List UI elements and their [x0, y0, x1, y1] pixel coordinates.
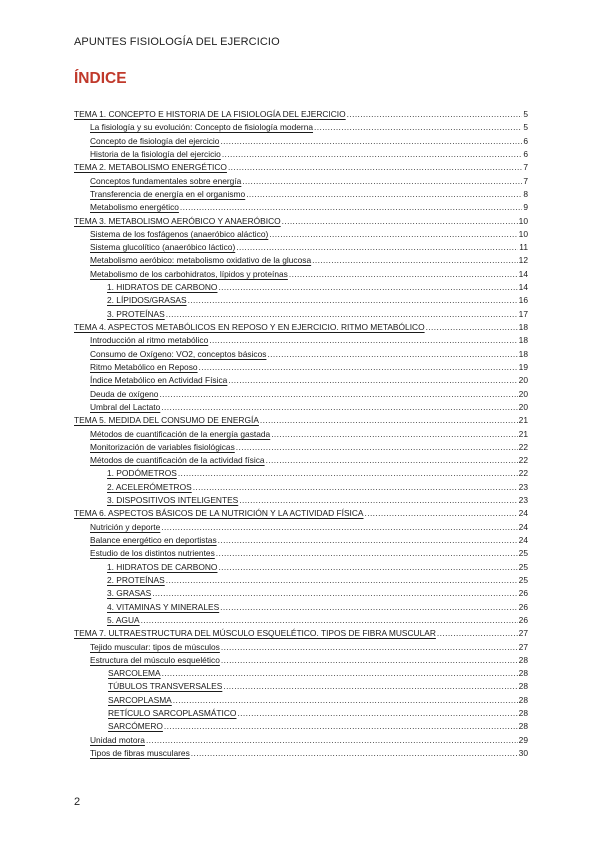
- toc-entry-page: 27: [518, 628, 528, 639]
- toc-entry[interactable]: [74, 121, 528, 134]
- toc-entry-page: 20: [518, 401, 528, 412]
- toc-entry-title[interactable]: TÚBULOS TRANSVERSALES: [108, 681, 223, 692]
- toc-entry-page: 26: [518, 588, 528, 599]
- toc-entry[interactable]: [74, 374, 528, 387]
- toc-leader-dots: [162, 667, 518, 680]
- toc-entry-title[interactable]: TEMA 6. ASPECTOS BÁSICOS DE LA NUTRICIÓN Y LA ACTIVIDAD FÍSICA: [74, 508, 364, 519]
- toc-entry-title[interactable]: Unidad motora: [90, 734, 145, 745]
- toc-entry-page: 5: [523, 109, 528, 119]
- toc-leader-dots: [152, 587, 517, 600]
- toc-leader-dots: [222, 148, 523, 161]
- toc-entry-title[interactable]: Índice Metabólico en Actividad Física: [90, 375, 228, 386]
- toc-entry-page: 18: [518, 348, 528, 359]
- toc-entry[interactable]: [74, 108, 528, 121]
- toc-entry[interactable]: [74, 428, 528, 441]
- toc-entry-page: 8: [523, 188, 528, 199]
- toc-leader-dots: [289, 268, 518, 281]
- toc-entry-title[interactable]: TEMA 5. MEDIDA DEL CONSUMO DE ENERGÍA: [74, 415, 259, 426]
- toc-entry[interactable]: [74, 494, 528, 507]
- toc-leader-dots: [267, 348, 517, 361]
- toc-leader-dots: [246, 188, 522, 201]
- toc-entry-title[interactable]: Concepto de fisiología del ejercicio: [90, 135, 220, 146]
- toc-leader-dots: [236, 241, 518, 254]
- toc-entry[interactable]: [74, 281, 528, 294]
- toc-entry[interactable]: [74, 547, 528, 560]
- toc-entry-title[interactable]: Metabolismo de los carbohidratos, lípidos y proteínas: [90, 268, 288, 279]
- toc-leader-dots: [166, 308, 518, 321]
- toc-entry-title[interactable]: SARCOPLASMA: [108, 694, 172, 705]
- toc-leader-dots: [166, 574, 518, 587]
- toc-entry-page: 28: [518, 694, 528, 705]
- toc-entry-page: 25: [518, 548, 528, 559]
- toc-leader-dots: [218, 561, 517, 574]
- toc-leader-dots: [199, 361, 518, 374]
- toc-entry-page: 28: [518, 654, 528, 665]
- toc-entry[interactable]: [74, 414, 528, 427]
- toc-entry-page: 14: [518, 268, 528, 279]
- toc-entry[interactable]: [74, 720, 528, 733]
- toc-leader-dots: [236, 441, 518, 454]
- toc-leader-dots: [426, 321, 518, 334]
- toc-entry[interactable]: [74, 241, 528, 254]
- toc-leader-dots: [312, 254, 518, 267]
- toc-leader-dots: [221, 641, 518, 654]
- toc-leader-dots: [146, 734, 518, 747]
- toc-entry-page: 28: [518, 708, 528, 719]
- toc-entry[interactable]: [74, 254, 528, 267]
- toc-entry-page: 21: [518, 428, 528, 439]
- toc-leader-dots: [164, 720, 518, 733]
- toc-entry-title[interactable]: 4. VITAMINAS Y MINERALES: [107, 601, 220, 612]
- toc-entry-page: 22: [518, 468, 528, 479]
- toc-leader-dots: [159, 388, 517, 401]
- toc-entry[interactable]: [74, 388, 528, 401]
- toc-entry-title[interactable]: Estudio de los distintos nutrientes: [90, 548, 215, 559]
- toc-entry-page: 30: [518, 748, 528, 758]
- toc-entry-title[interactable]: 1. HIDRATOS DE CARBONO: [107, 282, 218, 293]
- toc-leader-dots: [161, 401, 517, 414]
- toc-entry-page: 28: [518, 681, 528, 692]
- toc-entry-title[interactable]: 2. LÍPIDOS/GRASAS: [107, 295, 187, 306]
- toc-leader-dots: [220, 601, 518, 614]
- toc-leader-dots: [220, 135, 522, 148]
- toc-leader-dots: [228, 161, 522, 174]
- toc-entry-title[interactable]: 3. DISPOSITIVOS INTELIGENTES: [107, 495, 239, 506]
- toc-entry-title[interactable]: TEMA 1. CONCEPTO E HISTORIA DE LA FISIOLOGÍA DEL EJERCICIO: [74, 109, 346, 119]
- toc-entry[interactable]: [74, 201, 528, 214]
- toc-entry[interactable]: [74, 534, 528, 547]
- toc-entry-title[interactable]: Estructura del músculo esquelético: [90, 654, 220, 665]
- toc-entry[interactable]: [74, 148, 528, 161]
- toc-entry[interactable]: [74, 680, 528, 693]
- toc-entry-page: 6: [523, 135, 528, 146]
- toc-entry[interactable]: [74, 587, 528, 600]
- toc-entry-title[interactable]: SARCÓMERO: [108, 721, 163, 732]
- toc-entry-page: 10: [518, 215, 528, 226]
- toc-entry-title[interactable]: TEMA 4. ASPECTOS METABÓLICOS EN REPOSO Y EN EJERCICIO. RITMO METABÓLICO: [74, 322, 425, 332]
- toc-leader-dots: [223, 680, 517, 693]
- toc-entry-title[interactable]: RETÍCULO SARCOPLASMÁTICO: [108, 708, 237, 719]
- toc-entry[interactable]: [74, 707, 528, 720]
- toc-entry-title[interactable]: Sistema glucolítico (anaeróbico láctico): [90, 242, 236, 253]
- toc-entry[interactable]: [74, 454, 528, 467]
- toc-entry-page: 6: [523, 148, 528, 159]
- toc-leader-dots: [347, 108, 523, 121]
- toc-entry-page: 19: [518, 361, 528, 372]
- toc-entry-title[interactable]: SARCOLEMA: [108, 668, 161, 679]
- toc-entry-title[interactable]: 5. AGUA: [107, 614, 140, 625]
- toc-entry-page: 28: [518, 721, 528, 732]
- toc-entry-page: 24: [518, 535, 528, 545]
- toc-entry-title[interactable]: Balance energético en deportistas: [90, 535, 217, 545]
- toc-entry-page: 24: [518, 521, 528, 532]
- toc-leader-dots: [141, 614, 518, 627]
- toc-entry-title[interactable]: Deuda de oxígeno: [90, 388, 159, 399]
- toc-leader-dots: [218, 281, 517, 294]
- toc-entry-page: 12: [518, 255, 528, 266]
- toc-entry-page: 25: [518, 561, 528, 572]
- toc-entry[interactable]: [74, 215, 528, 228]
- toc-entry[interactable]: [74, 441, 528, 454]
- toc-entry[interactable]: [74, 694, 528, 707]
- toc-leader-dots: [266, 454, 518, 467]
- toc-entry[interactable]: [74, 175, 528, 188]
- toc-entry[interactable]: [74, 401, 528, 414]
- toc-entry[interactable]: [74, 574, 528, 587]
- toc-entry[interactable]: [74, 467, 528, 480]
- toc-entry[interactable]: [74, 654, 528, 667]
- toc-entry-title[interactable]: 2. ACELERÓMETROS: [107, 481, 192, 492]
- toc-leader-dots: [173, 694, 518, 707]
- toc-entry-page: 9: [523, 202, 528, 213]
- toc-entry[interactable]: [74, 641, 528, 654]
- toc-entry-page: 29: [518, 734, 528, 745]
- toc-leader-dots: [193, 481, 518, 494]
- toc-entry-page: 10: [518, 228, 528, 239]
- toc-leader-dots: [260, 414, 518, 427]
- toc-leader-dots: [314, 121, 522, 134]
- toc-entry[interactable]: [74, 507, 528, 520]
- toc-leader-dots: [191, 747, 518, 760]
- toc-entry-title[interactable]: Métodos de cuantificación de la actividad física: [90, 455, 265, 466]
- toc-leader-dots: [188, 294, 518, 307]
- toc-entry-title[interactable]: TEMA 3. METABOLISMO AERÓBICO Y ANAERÓBICO: [74, 215, 281, 226]
- toc-entry-page: 7: [523, 162, 528, 173]
- toc-entry[interactable]: [74, 308, 528, 321]
- toc-entry-title[interactable]: Nutrición y deporte: [90, 521, 161, 532]
- toc-entry-title[interactable]: Consumo de Oxígeno: VO2, conceptos básicos: [90, 348, 267, 359]
- toc-entry[interactable]: [74, 268, 528, 281]
- toc-entry[interactable]: [74, 228, 528, 241]
- toc-leader-dots: [271, 428, 517, 441]
- toc-entry[interactable]: [74, 601, 528, 614]
- toc-entry[interactable]: [74, 521, 528, 534]
- toc-entry-page: 20: [518, 388, 528, 399]
- toc-entry-page: 25: [518, 574, 528, 585]
- toc-leader-dots: [365, 507, 518, 520]
- toc-entry-page: 17: [518, 308, 528, 319]
- toc-entry[interactable]: [74, 135, 528, 148]
- page-number: 2: [74, 796, 81, 808]
- toc-entry-page: 23: [518, 481, 528, 492]
- toc-entry-page: 28: [518, 668, 528, 679]
- toc-entry-title[interactable]: Conceptos fundamentales sobre energía: [90, 175, 242, 186]
- toc-entry-page: 27: [518, 641, 528, 652]
- toc-entry[interactable]: [74, 294, 528, 307]
- toc-entry-page: 11: [519, 242, 528, 253]
- toc-entry-title[interactable]: Transferencia de energía en el organismo: [90, 188, 246, 199]
- toc-entry-title[interactable]: Monitorización de variables fisiológicas: [90, 441, 235, 452]
- toc-leader-dots: [216, 547, 518, 560]
- toc-entry-title[interactable]: Metabolismo energético: [90, 202, 179, 213]
- toc-entry[interactable]: [74, 188, 528, 201]
- toc-entry[interactable]: [74, 361, 528, 374]
- toc-entry-title[interactable]: Métodos de cuantificación de la energía gastada: [90, 428, 271, 439]
- toc-entry-title[interactable]: TEMA 2. METABOLISMO ENERGÉTICO: [74, 162, 227, 173]
- toc-entry[interactable]: [74, 734, 528, 747]
- toc-leader-dots: [237, 707, 517, 720]
- toc-entry-page: 14: [518, 282, 528, 293]
- toc-entry-page: 21: [518, 415, 528, 426]
- toc-leader-dots: [161, 521, 517, 534]
- toc-entry-page: 23: [518, 495, 528, 506]
- toc-entry-title[interactable]: 1. HIDRATOS DE CARBONO: [107, 561, 218, 572]
- toc-entry-title[interactable]: Sistema de los fosfágenos (anaeróbico aláctico): [90, 228, 269, 239]
- toc-entry[interactable]: [74, 348, 528, 361]
- toc-leader-dots: [242, 175, 522, 188]
- toc-entry-page: 7: [523, 175, 528, 186]
- toc-leader-dots: [180, 201, 522, 214]
- toc-entry-title[interactable]: Metabolismo aeróbico: metabolismo oxidativo de la glucosa: [90, 255, 312, 266]
- toc-entry-title[interactable]: Tejido muscular: tipos de músculos: [90, 641, 220, 652]
- toc-leader-dots: [437, 627, 518, 640]
- toc-entry-title[interactable]: Historia de la fisiología del ejercicio: [90, 148, 221, 159]
- toc-entry-title[interactable]: 3. PROTEÍNAS: [107, 308, 165, 319]
- toc-entry-page: 26: [518, 601, 528, 612]
- toc-entry-title[interactable]: Ritmo Metabólico en Reposo: [90, 361, 198, 372]
- toc-entry-page: 5: [523, 122, 528, 133]
- toc-entry[interactable]: [74, 161, 528, 174]
- toc-entry[interactable]: [74, 614, 528, 627]
- table-of-contents: [74, 108, 528, 760]
- toc-entry[interactable]: [74, 481, 528, 494]
- toc-entry-page: 18: [518, 335, 528, 346]
- toc-leader-dots: [282, 215, 518, 228]
- toc-leader-dots: [209, 334, 517, 347]
- toc-entry-title[interactable]: Introducción al ritmo metabólico: [90, 335, 209, 346]
- toc-entry-page: 18: [518, 322, 528, 332]
- toc-entry-title[interactable]: Umbral del Lactato: [90, 401, 161, 412]
- toc-entry-title[interactable]: 1. PODÓMETROS: [107, 468, 177, 479]
- toc-entry[interactable]: [74, 747, 528, 760]
- toc-entry-page: 16: [518, 295, 528, 306]
- toc-title: ÍNDICE: [74, 70, 127, 87]
- toc-leader-dots: [178, 467, 518, 480]
- toc-leader-dots: [221, 654, 518, 667]
- toc-entry-page: 22: [518, 455, 528, 466]
- toc-entry-title[interactable]: La fisiología y su evolución: Concepto de fisiología moderna: [90, 122, 314, 133]
- toc-leader-dots: [239, 494, 517, 507]
- toc-entry-page: 24: [518, 508, 528, 519]
- toc-leader-dots: [269, 228, 517, 241]
- toc-entry[interactable]: [74, 334, 528, 347]
- toc-leader-dots: [218, 534, 518, 547]
- toc-entry[interactable]: [74, 667, 528, 680]
- toc-entry-title[interactable]: TEMA 7. ULTRAESTRUCTURA DEL MÚSCULO ESQUELÉTICO. TIPOS DE FIBRA MUSCULAR: [74, 628, 436, 639]
- toc-entry[interactable]: [74, 627, 528, 640]
- toc-entry[interactable]: [74, 561, 528, 574]
- toc-entry-title[interactable]: 3. GRASAS: [107, 588, 152, 599]
- toc-entry-page: 20: [518, 375, 528, 386]
- toc-entry-title[interactable]: 2. PROTEÍNAS: [107, 574, 165, 585]
- toc-entry-title[interactable]: Tipos de fibras musculares: [90, 748, 190, 758]
- toc-entry-page: 26: [518, 614, 528, 625]
- running-header: APUNTES FISIOLOGÍA DEL EJERCICIO: [74, 36, 280, 48]
- toc-entry-page: 22: [518, 441, 528, 452]
- toc-entry[interactable]: [74, 321, 528, 334]
- toc-leader-dots: [228, 374, 517, 387]
